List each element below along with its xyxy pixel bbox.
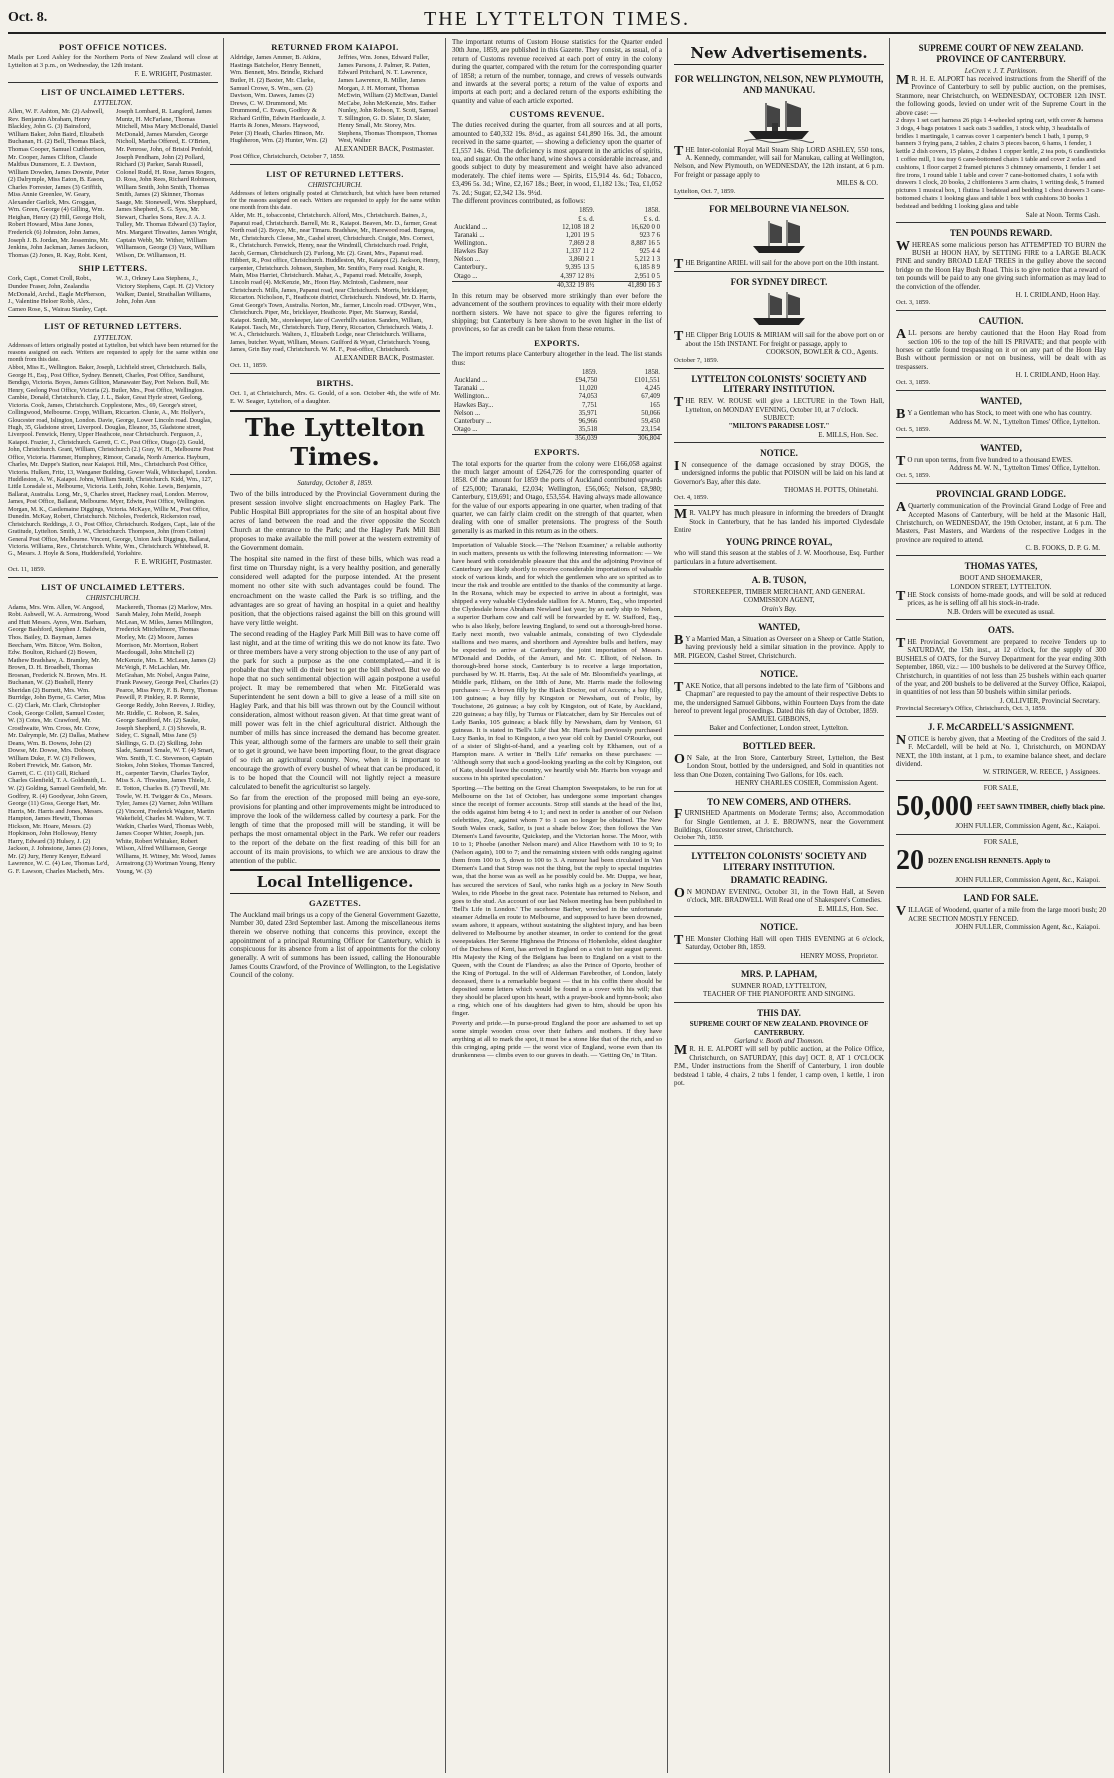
ad-sydney (674, 272, 884, 369)
revenue-cell: 8,887 16 5 (631, 239, 660, 247)
ad-dramatic-text: ON MONDAY EVENING, October 31, in the Town Hall, at Seven o'clock, MR. BRADWELL Will Read one of Shakespere's Comedies. (674, 885, 884, 905)
ad-supreme-court (896, 38, 1106, 223)
export-cell: 7,751 (581, 401, 598, 409)
issue-date: Oct. 8. (8, 10, 48, 25)
ad-this-day (674, 1003, 884, 1091)
ad-gibbons-role: Baker and Confectioner, London street, Lyttelton. (709, 723, 849, 732)
ad-reward-date: Oct. 3, 1859. (896, 299, 931, 307)
gazettes-heading: GAZETTES. (308, 898, 362, 909)
ship-icon (749, 290, 809, 328)
ad-yates-place: LONDON STREET, LYTTELTON. (950, 582, 1052, 591)
ad-yates (896, 556, 1106, 620)
ad-wanted-stock-text: BY a Gentleman who has Stock, to meet with one who has country. (896, 407, 1092, 423)
ad-yates-text: THE Stock consists of home-made goods, and will be sold at reduced prices, as he is selling off all his stock-in-trade. (896, 589, 1106, 608)
ad-wanted-stock-address: Address M. W. N., 'Lyttelton Times' Office, Lyttelton. (949, 417, 1100, 426)
ad-clothing-signature: HENRY MOSS, Proprietor. (800, 951, 878, 960)
ad-new-comers-date: October 7th, 1859. (674, 834, 724, 842)
ad-timber-signature: JOHN FULLER, Commission Agent, &c., Kaiapoi. (955, 822, 1100, 831)
export-cell: 74,053 (578, 393, 598, 401)
ad-gibbons-heading: NOTICE. (760, 669, 798, 680)
returned-lyttelton-note: Addresses of letters originally posted at Lyttelton, but which have been returned for the reasons assigned on each. Writers are requested to apply for the same within one month from this date. (8, 342, 218, 364)
ad-wanted-stock (896, 391, 1106, 437)
newspaper-title: THE LYTTELTON TIMES. (424, 8, 690, 30)
revenue-cell: 3,860 2 1 (568, 256, 595, 264)
ad-caution (896, 311, 1106, 391)
ad-supreme-heading: SUPREME COURT OF NEW ZEALAND. PROVINCE OF CANTERBURY. (918, 43, 1084, 64)
table-row (452, 385, 662, 393)
ad-oats-text: THE Provincial Government are prepared to receive Tenders up to SATURDAY, the 15th inst., at 12 o'clock, for the supply of 300 BUSHELS of OATS, for the Survey Department for the year ending 30th September, 1860, viz.: — 100 bushels to be delivered at the Survey Office, Christchurch, in quantities of not less than 25 bushels within each quarter of the year, and 200 bushels to be delivered at the Survey Office, Kaiapoi, in quantities of not less than 50 bushels within similar periods. (896, 636, 1106, 697)
export-cell: Hawkes Bay... (454, 401, 494, 409)
ad-timber-heading: FOR SALE, (983, 783, 1019, 792)
table-row (452, 418, 662, 426)
ad-reward-text: WHEREAS some malicious person has ATTEMPTED TO BURN the BUSH at HOON HAY, by SETTING FIRE to a LARGE BLACK PINE and sundry BROAD LEAF TREES in the gulley above the second bridge on the Hoon Hay Bush Road. This is to give notice that a reward of ten pounds will be paid to any one giving such information as may lead to the conviction of the offender. (896, 238, 1106, 291)
revenue-header (452, 207, 522, 215)
returned-christchurch-entries: Alder, Mr. H., tobacconist, Christchurch. Alford, Mrs., Christchurch. Baines, J., Papanui road, Christchurch. Barrell, Mr. R., Kaiapoi. Beaven, Mr. D., farmer, Great North road (2). Boyce, Mr., near Timaru. Bradshaw, Mr., Harewood road. Burgess, Mr., Christchurch. Cleese, Mr., Cashel street, Christchurch. Craigie, Mrs. Cornect, R., Christchurch. Fenwick, Henry, near the Windmill, Christchurch road. Fright, Jacob, German, Christchurch (2). Furlong, Mr. (2). Grant, Mrs., Papanui road. Hibbert, R., Post office, Christchurch. Huddleston, Mr., Kaiapoi (2). Jackson, Henry, carpenter, Christchurch. Johnson, Stephen, Mr. Smith's, Ferry road. Knight, R. Main, Miss Harriet, Christchurch. Mahar, A., Papanui road. Metcalfe, Joseph, Lincoln road (4). McKenzie, Mr., Hoon Hay. McIntosh, Cashmere, near Christchurch. Mills, James, Papanui road, near Christchurch. Morris, bricklayer, Riccarton. Nicholson, F., Heathcote district, Christchurch. Nindowd, Mr. D. Harris, Great George's Town, Australia. Norton, Mr., farmer, Lincoln road. O'Dwyer, Wm., Christchurch. Piper, Mr., bricklayer, Heathcote. Piper, Mr. Stanway, Randal, Kaiapoi. Smith, Mr., storekeeper, late of Caverhill's station. Sanders, William, Kaiapoi. Tasch, Mr., Christchurch. Turp, Henry, Riccarton, Christchurch. Watts, J. W. A., Christchurch. Walters, J., Elizabeth Lodge, near Christchurch. Williams, James, butcher. Wyatt, William, Messrs. Guilford & Wyatt, Christchurch. Young, James, Grin Bay road, Christchurch. W. M. F., Post-office, Christchurch. (230, 212, 440, 354)
ad-tuson-trade: STOREKEEPER, TIMBER MERCHANT, AND GENERAL COMMISSION AGENT, (693, 587, 865, 605)
ship-letters-heading: SHIP LETTERS. (78, 263, 148, 274)
ad-dramatic-title: DRAMATIC READING. (730, 874, 828, 885)
revenue-total: 41,890 16 3 (596, 281, 662, 290)
ad-sydney-agent: COOKSON, BOWLER & CO., Agents. (765, 348, 878, 357)
export-cell: 50,066 (641, 409, 660, 417)
ad-new-comers-heading: TO NEW COMERS, AND OTHERS. (707, 796, 851, 807)
returned-christchurch-heading: LIST OF RETURNED LETTERS. (266, 169, 404, 180)
ad-wellington-agent: MILES & CO. (836, 179, 878, 188)
export-header: 1858. (644, 368, 660, 376)
revenue-cell: 9,395 13 5 (565, 264, 595, 272)
ad-supreme-items: 2 drays 1 set cart harness 26 pigs 1 4-wheeled spring cart, with cover & harness 3 dogs, 4 bags potatoes 1 sack oats 3 saddles, 1 stock whip, 3 headstalls of bridles 1 martingale, 1 canvas cover 1 carpenter's bench 1 bath, 1 pump, 9 banners 3 frying pans, 2 tables, 2 chairs 3 pieces bacon, 6 hams, 1 fender, 1 kettle 2 dish covers, 15 plates, 2 dishes 1 copper kettle, 2 tea pots, 6 candlesticks 1 coffee mill, 1 tea tray 6 cane-bottomed chairs 1 table and cover 2 sofas and cushions, 1 floor carpet 2 framed pictures 3 chimney ornaments, 1 fender 1 set fire irons, 1 round table 1 table and cover 7 cane-bottomed chairs, 1 sofa with drawers 1 clock, 20 books, 2 chiffonieres 3 arm chairs, 1 writing desk, 5 framed pictures 1 musical box, 1 flutina 1 bedstead and bedding 1 chest drawers 3 cane-bottomed chairs 1 looking glass and table 1 box with cushions 30 books 1 bedstead and bedding 1 looking glass and table (896, 116, 1106, 210)
returned-christchurch-subheading: CHRISTCHURCH. (307, 181, 363, 190)
ad-lodge-heading: PROVINCIAL GRAND LODGE. (936, 489, 1066, 500)
revenue-cell: 6,185 8 9 (634, 264, 660, 272)
revenue-cell: Canterbury.. (454, 264, 488, 272)
ad-timber-text: FEET SAWN TIMBER, chiefly black pine. (977, 803, 1105, 811)
revenue-cell: Otago ... (454, 272, 478, 280)
revenue-cell: 16,620 0 0 (631, 223, 660, 231)
column-4 (674, 38, 890, 1773)
post-office-signature: F. E. WRIGHT, Postmaster. (134, 70, 212, 79)
contrib-note: The different provinces contributed, as follows: (452, 196, 586, 205)
ad-lapham-place: SUMNER ROAD, LYTTELTON, (731, 981, 827, 990)
exports-text: The total exports for the quarter from the colony were £166,058 against the much larger amount of £264,726 for the corresponding quarter of 1858. Of the amount for 1859 the ports of Auckland contributed upwards of £25,000; Taranaki, £2,034; Wellington, £56,065; Nelson, £8,980; Canterbury, £19,691; and Otago, £53,554. Having always made allowance for the value of our exports appearing in one quarter, when trading of that quarter, we can fairly claim credit on the strength of that quarter, when dealing with one of smaller pretensions. The progress of the South generally is as marked in this return as in the others. (452, 459, 662, 535)
export-cell: £94,750 (575, 377, 598, 385)
returned-kaiapoi-names: Aldridge, James Ammer, B. Atkins, Hastings Batchelor, Henry Bennett, Wm. Bennett, Mrs. Brindle, Richard Butler, H. (2) Baxter, Mr. Clarke, Samuel Crowe, S. Wm., sen. (2) Davison, Wm. Dawes, James (2) Drews, C. W. Drummond, Mr. Drummond, C. Evans, Godfrey & Richard Griffin, Edwin Hardcastle, J. Harris & Jones, Messrs. Haywood, Peter (3) Heath, Charles Hinson, Mr. Hughheron, Wm. (2) Hunter, Wm. (2) Jeffries, Wm. Jones, Edward Fuller, James Parsons, J. Palmer, R. Patten, Edward Pritchard, N. T. Lawrence, James Lawrence, R. Miller, James Morgan, J. H. Morrant, Thomas McEwin, William (2) McEwan, Daniel McCabe, John McKenzie, Mrs. Esther Nunley, John Robson, T. Scott, Samuel T. Sillington, G. D. Slater, D. Slater, Henry Small, Mr. Storey, Mrs. Stephens, Thomas Thompson, Thomas West, Walter (230, 54, 438, 145)
column-2 (230, 38, 446, 1773)
table-total-row (452, 435, 662, 444)
export-cell: 11,020 (578, 385, 598, 393)
column-5 (896, 38, 1106, 1773)
revenue-cell: 2,951 0 5 (634, 272, 660, 280)
column-1 (8, 38, 224, 1773)
ad-clothing-heading: NOTICE. (760, 921, 798, 932)
post-office-heading: POST OFFICE NOTICES. (59, 42, 167, 52)
revenue-cell: 1,201 19 5 (565, 231, 595, 239)
ad-dogs-date: Oct. 4, 1859. (674, 494, 709, 502)
customs-text: The duties received during the quarter, from all sources and at all ports, amounted to £40,332 19s. 8½d., as against £41,890 16s. 3d., the amount received in the same quarter, — showing a deficiency upon the quarter of £1,557 14s. 6½d. The deficiency is most apparent in the articles of spirits, tea, and sugar. On the other hand, wine shows a considerable increase, and goods subject to duty by measurement and weight have also advanced moderately. The chief items were — Spirits, £15,914 4s. 6d.; Tobacco, £3,496 5s. 3d.; Wine, £2,167 18s.; Beer, in wood, £1,182 13s.; Tea, £1,052 7s. 2d.; Sugar, £2,342 13s. 9½d. (452, 121, 662, 197)
ad-overseer-heading: WANTED, (758, 622, 800, 633)
editorial-title: The Lyttelton Times. (230, 410, 440, 475)
ad-clothing-text: THE Monster Clothing Hall will open THIS EVENING at 6 o'clock, Saturday, October 8th, 1859. (674, 932, 884, 952)
ad-lecture (674, 369, 884, 444)
revenue-cell: 12,108 18 2 (562, 223, 595, 231)
export-cell: Nelson ... (454, 409, 481, 417)
ad-assignment-text: NOTICE is hereby given, that a Meeting of the Creditors of the said J. F. McCardell, will be held at No. 1, Christchurch, on MONDAY NEXT, the 10th instant, at 1 p.m., to examine balance sheet, and declare dividend. (896, 732, 1106, 769)
ad-this-day-heading: THIS DAY. (757, 1007, 801, 1018)
ad-reward-heading: TEN POUNDS REWARD. (949, 227, 1053, 238)
ad-valpy-more: who will stand this season at the stables of J. W. Moorhouse, Esq. Further particulars in a future advertisement. (674, 549, 884, 566)
ad-lecture-subject-label: SUBJECT: (763, 413, 795, 422)
ad-sydney-heading: FOR SYDNEY DIRECT. (730, 276, 828, 287)
table-row (452, 426, 662, 435)
ad-wellington-date: Lyttelton, Oct. 7, 1859. (674, 187, 736, 195)
returned-christchurch-note: Addresses of letters originally posted at Christchurch, but which have been returned for the reasons assigned on each. Writers are requested to apply for the same within one month from this date. (230, 190, 440, 212)
revenue-cell: 5,212 1 3 (634, 256, 660, 264)
revenue-cell: 925 4 4 (639, 248, 660, 256)
revenue-cell: 4,397 12 8½ (560, 272, 595, 280)
ad-wanted-stock-date: Oct. 5, 1859. (896, 425, 931, 433)
ad-supreme-footer: Sale at Noon. Terms Cash. (1025, 210, 1100, 219)
ad-oats-office: Provincial Secretary's Office, Christchurch, Oct. 3, 1859. (896, 705, 1047, 713)
ad-bottled-beer (674, 736, 884, 791)
ad-melbourne-heading: FOR MELBOURNE VIA NELSON. (709, 204, 849, 215)
revenue-cell: Taranaki ... (454, 231, 485, 239)
ad-lecture-heading: LYTTELTON COLONISTS' SOCIETY AND LITERARY INSTITUTION. (691, 373, 867, 395)
editorial-paragraph: The hospital site named in the first of these bills, which was read a first time on Thursday night, is a very healthy position, and generally considered well adapted for the purpose intended. At the present moment no other site with such advantages could be found. The encroachment on the waste called the Park is so trifling, and the advantages are so great of having an hospital in a quiet and healthy position, that the objections raised against the bill on this ground will have very little weight. (230, 554, 440, 627)
ad-beer-signature: HENRY CHARLES COSIER, Commission Agent. (735, 779, 878, 788)
ad-lapham-trade: TEACHER OF THE PIANOFORTE AND SINGING. (703, 990, 855, 999)
table-row (452, 273, 662, 282)
table-row (452, 410, 662, 418)
ad-rennets-heading: FOR SALE, (983, 837, 1019, 846)
returned-lyttelton-signature: F. E. WRIGHT, Postmaster. (134, 557, 212, 566)
poverty-paragraph: Poverty and pride.—In purse-proud England the poor are ashamed to set up some simple wooden cross over their fathers and mothers. If they have anything at all to mark the spot, it must be a stone like that of the rich, and so this cringing, aping pride — the worst vice of England, worse even than its drunkenness — climbs even to our graves in death. — 'Getting On,' in Titan. (452, 1020, 662, 1060)
ad-oats (896, 620, 1106, 717)
returned-christchurch-date: Oct. 11, 1859. (230, 362, 268, 370)
unclaimed-christchurch-names: Adams, Mrs. Wm. Allen, W. Angood, Robt. Ashwell, W. A. Armstrong, Wood and Hutt Messrs. Ayres, Wm. Barham, George Bashford, Stephen J. Baldwin, Thos. Bailey, D. Bayman, James Beecham, Wm. Bitcoe, Wm. Bolton, Edw. Boulton, Richard (2) Bowen, Mathew Bradshaw, A. Bramley, Mr. Brown, D. H. Broadbelt, Thomas Brosnan, Frederick N. Brown, Mrs. H. Buchanan, W. (2) Bushell, Henry Sheridan (2) Burnett, Mrs. Wm. Burridge, John Byrne, G. Carter, Miss C. (2) Clark, Mr. Clark, Christopher Cook, George Collett, Samuel Coster, W. (3) Cotes, Mr. Crawford, Mr. Crosthwaite, Wm. Cross, Mr. Crow, Mr. Dalrymple, Mr. (2) Dallas, Mathew Deans, Wm. B. Downs, John (2) Dowse, Mr. Dowse, Mrs. Dobson, William Duke, F. W. (3) Fellowes, Robert Frewick, Mr. Gatson, Mr. Garrett, C. C. (11) Gill, Richard Charles Glenfield, T. A. Goldsmith, L. W. (2) Golding, Samuel Grenfield, Mr. Godfrey, R. (4) Goodyear, John Green, George (11) Goss, George Hart, Mr. Harris, Mr. Harris and Jones, Messrs. Hampton, James Hewitt, Thomas Hickson, Mr. Hoare, Messrs. (2) Hopkinson, John Holloway, Henry Harry, Edward (3) Hulsey, J. (2) Jackson, J. Johnstone, James (2) Jones, Mr. (2) Jury, Henry Kenyer, Edward Lawrence, W. C. (4) Lee, Thomas Le'd, G. F. Lawson, Charles Macbeth, Mrs. Mackereth, Thomas (2) Marlow, Mrs. Sarah Maley, John Meild, Joseph McLean, W. Miles, James Millington, Frederick Mitchelmore, Thomas Morley, Mr. (2) Moore, James Morrison, Mr. Morrison, Robert Macdougall, John Mitchell (2) McKenzie, Mrs. E. McLean, James (2) McVeigh, F. McLachlan, Mr. McGrahan, Mr. Nobel, Angus Paine, Frank Pawsey, George Peel, Charles (2) Pearce, Miss Perry, F. B. Perry, Thomas Peswill, P. Pinkley, R. P. Rennie, George Reddy, John Reeves, J. Ridley, Mr. Riddle, C. Robson, R. Sales, George Sandford, Mr. (2) Sauke, Joseph Shepherd, J. (3) Shovels, R. Sidey, C. Signall, Miss Jane (5) Skillings, G. D. (2) Skilling, John Slade, Samuel Smale, W. T. (4) Smart, Wm. Smith, T. C. Stevenson, Captain Stokes, John Stokes, Thomas Tancred, H., carpenter Tarvin, Charles Taylor, Miss S. A. Thwaites, James Thiele, J. E. Totton, Charles B. (7) Trevill, Mr. Towle, W. H. Twigger & Co., Messrs. Tyler, James (2) Varner, John William (2) Vincent, Frederick Wagner, Martin Wakefield, Charles M. Walters, W. T. Watkin, Charles Ward, Thomas Webb, James Cooper Whiter, Joseph, jun. White, Robert Whitaker, Robert Wilson, Alfred Williamson, George Williams, H. Witney, Mr. Wood, James Armstrong (3) Wortman Young, Henry Young, W. (3) (8, 603, 218, 875)
export-table (452, 369, 662, 443)
ad-lodge-signature: C. B. FOOKS, D. P. G. M. (1025, 544, 1100, 553)
ad-this-day-court: SUPREME COURT OF NEW ZEALAND. PROVINCE OF CANTERBURY. (689, 1020, 869, 1037)
export-cell: 165 (649, 401, 660, 409)
ad-wellington-text: THE Inter-colonial Royal Mail Steam Ship LORD ASHLEY, 550 tons, A. Kennedy, commander, will sail for Manukau, calling at Wellington, Nelson, and New Plymouth, on WEDNESDAY, the 12th instant, at 6 p.m. For freight or passage apply to (674, 143, 884, 179)
customs-heading: CUSTOMS REVENUE. (509, 109, 605, 120)
revenue-unit: £ s. d. (578, 215, 595, 223)
ad-dramatic-signature: E. MILLS, Hon. Sec. (818, 904, 878, 913)
export-cell: 59,450 (641, 417, 660, 425)
ad-land-sale (896, 888, 1106, 934)
sporting-paragraph: Sporting.—The betting on the Great Champion Sweepstakes, to be run for at Melbourne on the 1st of October, has undergone some important changes since the receipt of former accounts. Strop still stands at the head of the list, the odds against him being 4 to 1; and next in order is another of our Nelson celebrities, Zoe, against whom 7 to 1 can no longer be obtained. The New South Wales crack, Sailor, is just a shade below Zoe; then follows the Van Diemen's Land favourite, Quickstep, and the Victorian horse. The Moor, with 10 to 1; Phoebe (another Nelson mare) and Alice Hawthorn with 10 to 9; Io (Nelson again), 100 to 7; and the remaining sixteen with odds ranging against them from 100 to 5, down to 100 to 3. A rumour had been circulated in Van Diemen's Land that Strop was not the thing, but the reply to special inquiries was, that the horse was as well as he possibly could be. Mr. Duppa, we hear, has secured the services of Saul, who ranks high as a jockey in New South Wales, to ride Phoebe in the great race. Potentate has returned to Nelson, and goes to the stud. An account of our last Nelson meeting has been published in 'Bell's Life in London.' The racehorse Barber, wrecked in the unfortunate steamer Admella en route to Melbourne, and supposed to have been drowned, swam ashore, it appears, without sustaining the slightest injury, and has been delivered to Melbourne by another steamer, in order to contend for the great sweepstakes. Her Serene Highness the Princess of Hohenlohe, eldest daughter of the Duchess of Kent, has arrived in England on a visit to her august parent. His Majesty the King of the Belgians has been to England on a visit to the Queen, with the Count de Flandres; as also the Prince of Oporto, brother of the King of Portugal. In the will of Alderman Farebrother, of London, lately deceased, there is a remarkable bequest — that in his coffin there should be deposited some letters which would be found in a cover with his will; that they should be placed upon his heart, with a prayer-book and hymn-book; also a ring, which one of his daughters had given to him, should be upon his finger. (452, 785, 662, 1017)
ad-dramatic-heading: LYTTELTON COLONISTS' SOCIETY AND LITERARY INSTITUTION. (691, 851, 867, 873)
ad-oats-signature: J. OLLIVIER, Provincial Secretary. (999, 696, 1100, 705)
revenue-header: 1859. (579, 207, 595, 215)
ad-wanted-stock-heading: WANTED, (980, 396, 1022, 407)
ad-wellington (674, 69, 884, 199)
export-total: 306,804 (599, 435, 662, 444)
export-cell: 67,409 (641, 393, 660, 401)
table-row (452, 232, 662, 240)
export-cell: Taranaki ... (454, 385, 485, 393)
ad-wellington-heading: FOR WELLINGTON, NELSON, NEW PLYMOUTH, AND MANUKAU. (674, 74, 884, 95)
ad-dogs-heading: NOTICE. (760, 448, 798, 459)
table-row (452, 377, 662, 385)
revenue-cell: Nelson ... (454, 256, 481, 264)
ship-icon (749, 218, 809, 256)
export-cell: Wellington... (454, 393, 490, 401)
ad-lapham-name: MRS. P. LAPHAM, (741, 968, 817, 979)
ad-dogs-signature: THOMAS H. POTTS, Ohinetahi. (783, 486, 878, 495)
export-cell: 35,518 (578, 426, 598, 434)
ad-valpy-text: MR. VALPY has much pleasure in informing the breeders of Draught Stock in Canterbury, that he has landed his imported Clydesdale Entire (674, 507, 884, 535)
customs-intro: The important returns of Custom House statistics for the Quarter ended 30th June, 1859, are published in this Gazette. They consist, as usual, of a return of Customs revenue received at each port of entry in the colony during the quarter, compared with the return for the corresponding quarter of 1858; a return of the number, tonnage, and crews of vessels outwards and inwards at the several ports; a return of the value of exports and imports at each port; and a declared return of the exports exhibiting the quantity and value of each article exported. (452, 38, 662, 105)
ad-oats-heading: OATS. (987, 625, 1015, 636)
ad-reward (896, 223, 1106, 311)
ad-supreme-text: MR. H. E. ALPORT has received instructions from the Sheriff of the Province of Canterbury to sell by public auction, on the premises, Stanmore, near Christchurch, on WEDNESDAY, OCTOBER 12th INST. the following goods, levied on under writ of the Supreme Court in the above case: — (896, 72, 1106, 117)
ad-sydney-text: THE Clipper Brig LOUIS & MIRIAM will sail for the above port on or about the 15th INSTANT. For freight or passage, apply to (674, 329, 884, 348)
ad-sydney-date: October 7, 1859. (674, 356, 719, 364)
unclaimed-christchurch-heading: LIST OF UNCLAIMED LETTERS. (41, 582, 185, 593)
ad-yates-name: THOMAS YATES, (964, 561, 1038, 572)
editorial-date: Saturday, October 8, 1859. (297, 478, 373, 487)
ad-wanted-ewes-heading: WANTED, (980, 442, 1022, 453)
ad-melbourne-text: THE Brigantine ARIEL will sail for the above port on the 10th instant. (674, 257, 879, 273)
ad-wanted-ewes-date: Oct. 5, 1859. (896, 472, 931, 480)
ad-new-comers-text: FURNISHED Apartments on Moderate Terms; also, Accommodation for Single Gentlemen, at J. E. BROWN'S, near the Government Buildings, Gloucester street, Christchurch. (674, 807, 884, 835)
exports-heading-2: EXPORTS. (534, 447, 580, 458)
ad-land-heading: LAND FOR SALE. (963, 893, 1039, 904)
revenue-cell: 1,337 11 2 (565, 248, 595, 256)
returned-lyttelton-subheading: LYTTELTON. (93, 333, 133, 342)
ad-land-signature: JOHN FULLER, Commission Agent, &c., Kaiapoi. (955, 922, 1100, 931)
ad-dogs-text: IN consequence of the damage occasioned by stray DOGS, the undersigned informs the public that POISON will be laid on his land at Governor's Bay, after this date. (674, 458, 884, 486)
revenue-cell: Hawkes Bay (454, 248, 489, 256)
export-cell: £101,551 (634, 377, 660, 385)
unclaimed-lyttelton-heading: LIST OF UNCLAIMED LETTERS. (41, 86, 185, 97)
ad-lodge-text: AQuarterly communication of the Provincial Grand Lodge of Free and Accepted Masons of Canterbury, will be held at the Masonic Hall, Christchurch, on WEDNESDAY, the 19th October, instant, at 6 p.m. The Masters, Past Masters, and Wardens of the respective Lodges in the province are required to attend. (896, 500, 1106, 544)
post-office-text: Mails per Lord Ashley for the Northern Ports of New Zealand will close at Lyttelton at 3 p.m., on Wednesday, the 12th instant. (8, 54, 218, 70)
ad-wanted-ewes-text: TO run upon terms, from five hundred to a thousand EWES. (896, 453, 1073, 469)
returned-lyttelton-entries: Abbot, Miss E., Wellington. Baker, Joseph, Lichfield street, Christchurch. Balls, George H., Esq., Post Office, Sydney. Bennett, Charles, Post Office, Sandhurst, Bendigo, Victoria. Boyes, James Gilliton, Manawater Bay, Port Nelson. Bull, Mr. Henry, Geelong Post Office, Victoria (2). Butler, Mrs., Post Office, Wellington. Cambie, Donald, Christchurch. Clay, J. L., Baker, Great Hyrle street, Geelong, Victoria. Cook, James, Christchurch. Copplestone, Mrs., 69, George's street, Collingwood, Melbourne. Cropp, William, Riccarton. Clunie, A., Mr. Hollyer's, Gloucester road, Islington, London. Davie, George, Lower Lincoln road. Douglas, Hugh, 35, Gladstone street, Liverpool. Douglas, Eleanor, 35, Gladstone street, Liverpool. Fenwick, Henry, Upper Heathcote, near Christchurch. Ferguson, J., Kaiapoi. Frazier, J., Christchurch. Garrett, C. C., Post Office, Otago (2). Gould, John, Christchurch. Grant, William, Christchurch (2.) Gray, W. H., Melbourne Post Office, Victoria. Hammer, Humphrey, Rimoor, Canada, North America. Hayburn, Charles, Mr. Dappe's Station, near Kaiapoi. Hill, Mrs., Christchurch Post Office, Victoria. Hulken, Fritz, 13, Wanganer Building, Gower Walk, Whitechapel, London. Huddleston, A. W., Kaiapoi. Johns, William Smith, Christchurch. Kidd, Wm., 127, Little Lonsdale st., Melbourne, Victoria. Leith, John, Kohie. Lewis, Benjamin, Ballarat, Australia. Long, Mr., 9, Charles street, Hackney road, London. Merrow, James, Post Office, Ballarat, Melbourne. Myer, Edwin, Post Office, Wellington. Morgan, M. K., Castlemaine Diggings, Victoria. McKaye, Willie M., Post Office, Dunedin. McKay, Robert, Christchurch. Nicholes, Frederick, Rickerston road, Christchurch. Reddings, J. O., Post Office, Christchurch. Rodgers, Capt., late of the Gratitude, Lyttelton. Smith, J. W., Christchurch. Thompson, John (from Cotton) General Post Office, Melbourne. Vincent, George, Union Jack Diggings, Ballarat, Victoria. Williams, Rev., Christchurch. White, Wm., Christchurch. Whitehead, R. G., Messrs. J. Hoyle & Sons, Huddersfield, Yorkshire. (8, 364, 217, 558)
ad-caution-signature: H. I. CRIDLAND, Hoon Hay. (1015, 371, 1100, 380)
export-cell: 35,971 (578, 409, 598, 417)
ad-tuson-name: A. B. TUSON, (751, 575, 807, 586)
ad-lecture-subject: "MILTON'S PARADISE LOST." (728, 422, 830, 431)
returned-christchurch-signature: ALEXANDER BACK, Postmaster. (334, 353, 434, 362)
ad-lapham (674, 964, 884, 1003)
ad-yates-trade: BOOT AND SHOEMAKER, (959, 574, 1043, 583)
ad-assignment-heading: J. F. McCARDELL'S ASSIGNMENT. (927, 722, 1075, 733)
revenue-cell: Auckland ... (454, 223, 488, 231)
ad-beer-text: ON Sale, at the Iron Store, Canterbury Street, Lyttelton, the Best London Stout, bottled by the undersigned, and Sold in quantities not less than One Dozen, containing Two Gallons, for 10s. each. (674, 751, 884, 779)
ad-assignment (896, 717, 1106, 781)
export-total: 356,039 (544, 435, 599, 444)
editorial-paragraph: The second reading of the Hagley Park Mill Bill was to have come off last night, and at the time of writing this we do not know its fate. Two or three members have a very strong objection to the use of any part of the park for such a purpose as the one contemplated,—and it is probable that they will do their best to get the bill shelved. But we do hope that no such sentimental objection will again postpone a useful project. It may be remembered that when Mr. FitzGerald was Superintendent he sent down a bill to give a lease of a mill site on Hagley Park, and that his bill was thrown out by the Council without consideration, almost without reason given. At that time great want of mill power was felt in the chief agricultural district. Although the number of mills has since increased the demand has become greater. This year, although some of the farmers are unable to sell their grain or to get it ground, we have been importing flour, to the great disgrace of so rich an agricultural country. Now, when it is important to encourage the growth of every bushel of wheat that can be produced, it is to be hoped that the Council will not lightly reject a measure calculated to benefit the agriculturist so largely. (230, 628, 440, 792)
ad-timber (896, 781, 1106, 835)
ship-letters-names: Cork, Capt., Comet Croll, Robt., Dundee Fraser, John, Zealandia McDonald, Archd., Eagle McPherson, J., Valentine Heloer Robb, Alex., Cameo Rose, S., Wairau Stanley, Capt. W. J., Orkney Lass Stephens, J., Victory Stephens, Capt. H. (2) Victory Walker, Daniel, Strathallan Williams, John, John Ann (8, 275, 215, 313)
births-text: Oct. 1, at Christchurch, Mrs. G. Gould, of a son. October 4th, the wife of Mr. E. W. Seager, Lyttelton, of a daughter. (230, 390, 440, 406)
importation-paragraph: Importation of Valuable Stock.—The 'Nelson Examiner,' a reliable authority in such matters, presents us with the following interesting information: — We have heard with considerable pleasure that this and the adjoining Province of Canterbury are likely shortly to receive considerable importations of valuable stock of various kinds, and for which the gentlemen who are so spirited as to incur the risk and trouble are entitled to the thanks of the community at large. In the Roxana, which may be expected to arrive in about a fortnight, was shipped a very valuable Clydesdale stallion for A. Munro, Esq., who imported the Clydesdale horse Abraham Newland last year; by an early ship to Nelson, a superior Durham cow and calf will be forwarded by E. W. Stafford, Esq., who is also likely, before leaving England, to send out a thorough-bred horse. Early next month, two valuable animals, consisting of two Clydesdale stallions and two mares, and shorthorn and Ayreshire bulls and heifers, may be expected to arrive at Canterbury, the joint importation of Messrs. M'Donald and Dodds, of the Amuri, and Mr. C. Elliott, of Nelson. In thorough-bred horse stock, Canterbury is to receive a large importation, purchased by W. H. Harris, Esq. At the sale of Mr. Bloomfield's yearlings, at Middle park, Eltham, on the 18th of June, Mr. Harris made the following purchases: — A brown filly by the Black Doctor, out of Accents; a bay filly, 100 guineas; a bay filly by Kingston or Newsham, out of Frolic, by Touchstone, 26 guineas; a bay colt by Kingston, out of Kate, by Auckland, 220 guineas; a bay filly, by Turnus or Flatcatcher, dam by Sir Hercules out of Lady Banks, 105 guineas; a black filly by Newsham, dam by Venison, 61 guineas. It is stated in 'Bell's Life' that Mr. Harris had previously purchased Lucy Banks, in foal to Kingston, a two year old colt by Daniel O'Rourke, out of a sister of Slight-of-hand, and a yearling colt by Elthamen, out of a Hampton mare. A writer in 'Bell's Life' remarks on these purchases: — 'Although sorry that such a good-looking yearling as the colt by Kingston, out of Kate, should leave the country, we heartily wish Mr. Harris bon voyage and success in his spirited speculation.' (452, 542, 662, 783)
ad-clothing-hall (674, 917, 884, 964)
returned-lyttelton-heading: LIST OF RETURNED LETTERS. (44, 321, 182, 332)
table-row (452, 393, 662, 401)
table-row (452, 240, 662, 248)
ad-gibbons-text: TAKE Notice, that all persons indebted to the late firm of "Gibbons and Chapman" are requested to pay the amount of their respective Debts to me, the undersigned Samuel Gibbons, within Fourteen Days from the date hereof to prevent legal proceedings. Dated this 6th day of October, 1859. (674, 679, 884, 715)
ad-caution-date: Oct. 3, 1859. (896, 379, 931, 387)
ad-rennets (896, 835, 1106, 889)
ad-reward-signature: H. I. CRIDLAND, Hoon Hay. (1015, 291, 1100, 300)
table-total-row (452, 281, 662, 290)
revenue-unit: £ s. d. (643, 215, 660, 223)
export-total (452, 435, 544, 444)
ad-lecture-text: THE REV. W. ROUSE will give a LECTURE in the Town Hall, Lyttelton, on MONDAY EVENING, October 10, at 7 o'clock. (674, 395, 884, 414)
ad-melbourne (674, 199, 884, 271)
ad-wanted-ewes (896, 438, 1106, 484)
ad-supreme-case: LeCren v. J. T. Parkinson. (964, 66, 1038, 75)
revenue-unit (452, 216, 522, 224)
ad-wanted-overseer (674, 617, 884, 664)
returned-lyttelton-date: Oct. 11, 1859. (8, 566, 46, 574)
editorial-paragraph: Two of the bills introduced by the Provincial Government during the present session involve slight encroachments on Hagley Park. The Public Hospital Bill appropriates for the site of an hospital about five acres of land between the road and the river opposite the Scotch Church at the entrance to the Park; and the Hagley Park Mill Bill proposes to make available the mill power at the western extremity of the Government domain. (230, 489, 440, 553)
ad-overseer-text: BY a Married Man, a Situation as Overseer on a Sheep or Cattle Station, having previously held a similar situation in the province. Apply to MR. PIGEON, Cashel Street, Christchurch. (674, 632, 884, 660)
revenue-comment: In this return may be observed more strikingly than ever before the advancement of the southern provinces to equality with their more elderly northern sisters. We have not space to give the figures referring to shipping; but Canterbury is here shown to be even higher in the list of provinces, so far as credit can be taken from these returns. (452, 291, 662, 334)
table-row (452, 402, 662, 410)
revenue-cell: 923 7 6 (639, 231, 660, 239)
revenue-total (452, 281, 522, 290)
ad-beer-heading: BOTTLED BEER. (742, 741, 816, 752)
returned-kaiapoi-heading: RETURNED FROM KAIAPOI. (271, 42, 399, 52)
returned-kaiapoi-signature: ALEXANDER BACK, Postmaster. (334, 144, 434, 153)
gazettes-text: The Auckland mail brings us a copy of the General Government Gazette, Number 30, dated 23rd September last. Among the miscellaneous items therein we observe nothing that concerns this province, except the appointment of a principal Returning Officer for Canterbury, which is conspicuous for its absence from a list of appointments for the colony generally. A writ of summons has been issued, calling the Honourable James Coutts Crawford, of the Province of Wellington, to the Legislative Council of the colony. (230, 910, 440, 980)
ad-valpy (674, 506, 884, 570)
column-3 (452, 38, 668, 1773)
export-cell: Otago ... (454, 426, 478, 434)
export-header (452, 369, 544, 377)
ad-this-day-case: Garland v. Booth and Thomson. (734, 1037, 824, 1046)
births-heading: BIRTHS. (316, 378, 354, 389)
ad-rennets-number: 20 (896, 844, 924, 876)
ad-grand-lodge (896, 484, 1106, 556)
ad-gibbons-signature: SAMUEL GIBBONS, (747, 715, 811, 724)
ad-tuson-place: Orain's Bay. (761, 604, 797, 613)
ad-this-day-text: MR. H. E. ALPORT will sell by public auction, at the Police Office, Christchurch, on SATURDAY, [this day] OCT. 8, AT 1 O'CLOCK P.M., Under instructions from the Sheriff of Canterbury, 1 iron double bedstead 1 table, 4 chairs, 2 tubs 1 fender, 1 camp oven, 1 kettle, 1 iron pot. (674, 1043, 884, 1088)
export-cell: 4,245 (644, 385, 660, 393)
unclaimed-christchurch-subheading: CHRISTCHURCH. (85, 594, 141, 603)
export-cell: 96,966 (578, 417, 598, 425)
unclaimed-lyttelton-subheading: LYTTELTON. (93, 98, 133, 107)
ad-yates-note: N.B. Orders will be executed as usual. (947, 607, 1055, 616)
ad-dramatic-reading (674, 846, 884, 917)
new-advertisements-heading: New Advertisements. (674, 42, 884, 65)
unclaimed-lyttelton-names: Allen, W. F. Ashton, Mr. (2) Ashwell, Rev. Benjamin Abraham, Henry Blackley, John G. (3) Bainsford, William Baker, John Baird, Elizabeth Buchanan, H. (2) Bell, Thomas Black, Thomas Cooper, Samuel Cuthbertson, Mr. Cooper, James Clifton, Claude Maltbus Dunsmore, E. J. Davison, William Dowden, James Downie, Peter (2) Dalrymple, Miss Eaton, B. Eason, Charles Forrester, James (3) Griffith, Miss Annie Greenlee, W. Geary, Alexander Garlick, Mrs. Groggan, Wm. Green, George (4) Gilling, Wm. Heighan, Henry (2) Hill, George Holt, Robert Howard, Miss Jane Jones, Frederick (6) Johnston, John James, Joseph J. B. Jordan, Mr. Jessemins, Mr. Jenkins, John Jackman, James Jackson, Thomas (2) Jones, R. Kay, Robt. Kent, Joseph Lombard, R. Langford, James Muntz, H. McFarlane, Thomas Mitchell, Miss Mary McDonald, Daniel McDonald, James Marsden, George Nicholl, Martha Offered, E. O'Brien, Mr. Penrose, John, of Bristol Penfold, Joseph Pendham, John (2) Pollard, Richard (3) Parker, Sarah Russell, Colonel Rudd, H. Rose, James Rogers, D. Ross, John Rees, Richard Robinson, William Smith, John Smith, Thomas Smith, James (2) Skinner, Thomas Saage, Mr. Stonewell, Wm. Shepphard, James Shepherd, S. G. Syes, Mr. Stewart, Charles Sons, Rev. J. A. J. Tulley, Mr. Thomas Edward (3) Taylor, Mrs. Margaret Thwaites, James Wright, Captain Webb, Mr. Wither, William Williamson, George (3) Vaux, William Wilson, Dr. Williamson, H. (8, 108, 218, 259)
local-intelligence-heading: Local Intelligence. (230, 869, 440, 894)
ad-rennets-signature: JOHN FULLER, Commission Agent, &c., Kaiapoi. (955, 875, 1100, 884)
export-cell: Auckland ... (454, 377, 488, 385)
exports-heading: EXPORTS. (534, 337, 580, 348)
ad-assignment-signature: W. STRINGER, W. REECE, } Assignees. (982, 768, 1100, 777)
editorial-paragraph: So far from the erection of the proposed mill being an eye-sore, provisions for planting and other improvements might be introduced to improve the look of the wilderness called by courtesy a park. For the length of time that the proposed mill will be standing, it will be perhaps the most ornamental object in the Park. We refer our readers to the report of the debate on the first reading of this bill for an account of its main provisions, to which we are anxious to draw the attention of the public. (230, 793, 440, 866)
masthead (8, 6, 1106, 34)
revenue-cell: 7,869 2 8 (568, 239, 595, 247)
export-cell: Canterbury ... (454, 417, 492, 425)
ship-icon (744, 99, 814, 143)
export-header: 1859. (581, 368, 598, 376)
ad-wanted-ewes-address: Address M. W. N., 'Lyttelton Times' Office, Lyttelton. (949, 464, 1100, 473)
table-row (452, 224, 662, 232)
revenue-cell: Wellington.. (454, 239, 488, 247)
ad-caution-text: ALL persons are hereby cautioned that the Hoon Hay Road from section 106 to the top of the hill IS PRIVATE; and that people with horses or cattle found trespassing on it or on any part of the Hoon Hay Bush without permission or not on business, will be dealt with as trespassers. (896, 327, 1106, 371)
ad-rennets-text: DOZEN ENGLISH RENNETS. Apply to (928, 856, 1051, 865)
export-cell: 23,154 (641, 426, 660, 434)
ad-lecture-signature: E. MILLS, Hon. Sec. (818, 430, 878, 439)
ad-land-text: VILLAGE of Woodend, quarter of a mile from the large moori bush; 20 ACRE SECTION MOSTLY FENCED. (896, 904, 1106, 923)
exports-intro: The import returns place Canterbury altogether in the lead. The list stands thus: (452, 350, 662, 367)
ad-timber-number: 50,000 (896, 791, 973, 823)
returned-kaiapoi-office: Post Office, Christchurch, October 7, 1859. (230, 153, 345, 161)
revenue-table (452, 207, 662, 290)
ad-caution-heading: CAUTION. (978, 316, 1024, 327)
revenue-total: 40,332 19 8½ (522, 281, 597, 290)
ad-gibbons (674, 664, 884, 736)
revenue-header: 1858. (644, 207, 660, 215)
table-row (452, 256, 662, 264)
ad-new-comers (674, 792, 884, 847)
ad-valpy-horse: YOUNG PRINCE ROYAL, (725, 536, 833, 547)
table-row (452, 264, 662, 272)
ad-dogs-notice (674, 443, 884, 506)
table-row (452, 248, 662, 256)
ad-tuson (674, 570, 884, 617)
